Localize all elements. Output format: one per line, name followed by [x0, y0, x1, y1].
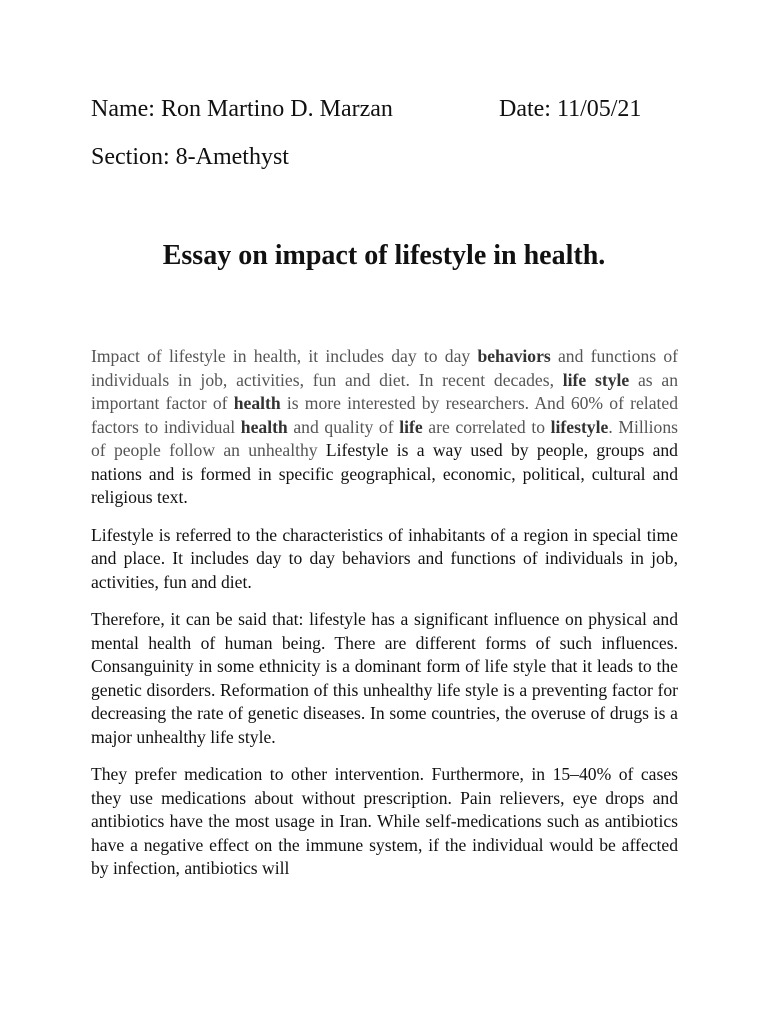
essay-body: [91, 345, 678, 895]
text-run: Lifestyle is a way used by people, groups and nations and is formed in specific geographical, economic, political, cultural and religious text.: [91, 440, 678, 507]
essay-date: Date: 11/05/21: [499, 96, 642, 122]
text-run: is more interested by researchers. And 60% of related factors to individual: [91, 393, 679, 437]
bold-term: lifestyle: [550, 416, 609, 437]
paragraph-3: Therefore, it can be said that: lifestyle has a significant influence on physical and mental health of human being. There are different forms of such influences. Consanguinity in some ethnicity is a dominant form of life style that it leads to the genetic disorders. Reformation of this unhealthy life style is a preventing factor for decreasing the rate of genetic diseases. In some countries, the overuse of drugs is a major unhealthy life style.: [91, 609, 678, 747]
student-section: Section: 8-Amethyst: [91, 144, 289, 170]
text-run: are correlated to: [422, 416, 551, 437]
text-run: as an important factor of: [91, 369, 678, 413]
text-run: Impact of lifestyle in health, it includes day to day: [91, 346, 478, 366]
student-name: Name: Ron Martino D. Marzan: [91, 96, 393, 122]
essay-title: Essay on impact of lifestyle in health.: [162, 240, 606, 271]
paragraph-4: They prefer medication to other intervention. Furthermore, in 15–40% of cases they use medications about without prescription. Pain relievers, eye drops and antibiotics have the most usage in Iran. While self-medications such as antibiotics have a negative effect on the immune system, if the individual would be affected by infection, antibiotics will: [91, 764, 678, 878]
paragraph-2: Lifestyle is referred to the characteristics of inhabitants of a region in special time and place. It includes day to day behaviors and functions of individuals in job, activities, fun and diet.: [91, 524, 678, 592]
paragraph-1: [91, 345, 678, 510]
bold-term: life style: [562, 369, 630, 390]
bold-term: health: [233, 393, 281, 413]
text-run: and quality of: [287, 416, 400, 437]
text-run: . Millions of people follow an unhealthy: [91, 416, 678, 460]
bold-term: health: [240, 416, 288, 437]
bold-term: behaviors: [477, 346, 551, 366]
bold-term: life: [399, 416, 423, 437]
text-run: and functions of individuals in job, activities, fun and diet. In recent decades,: [91, 346, 678, 390]
